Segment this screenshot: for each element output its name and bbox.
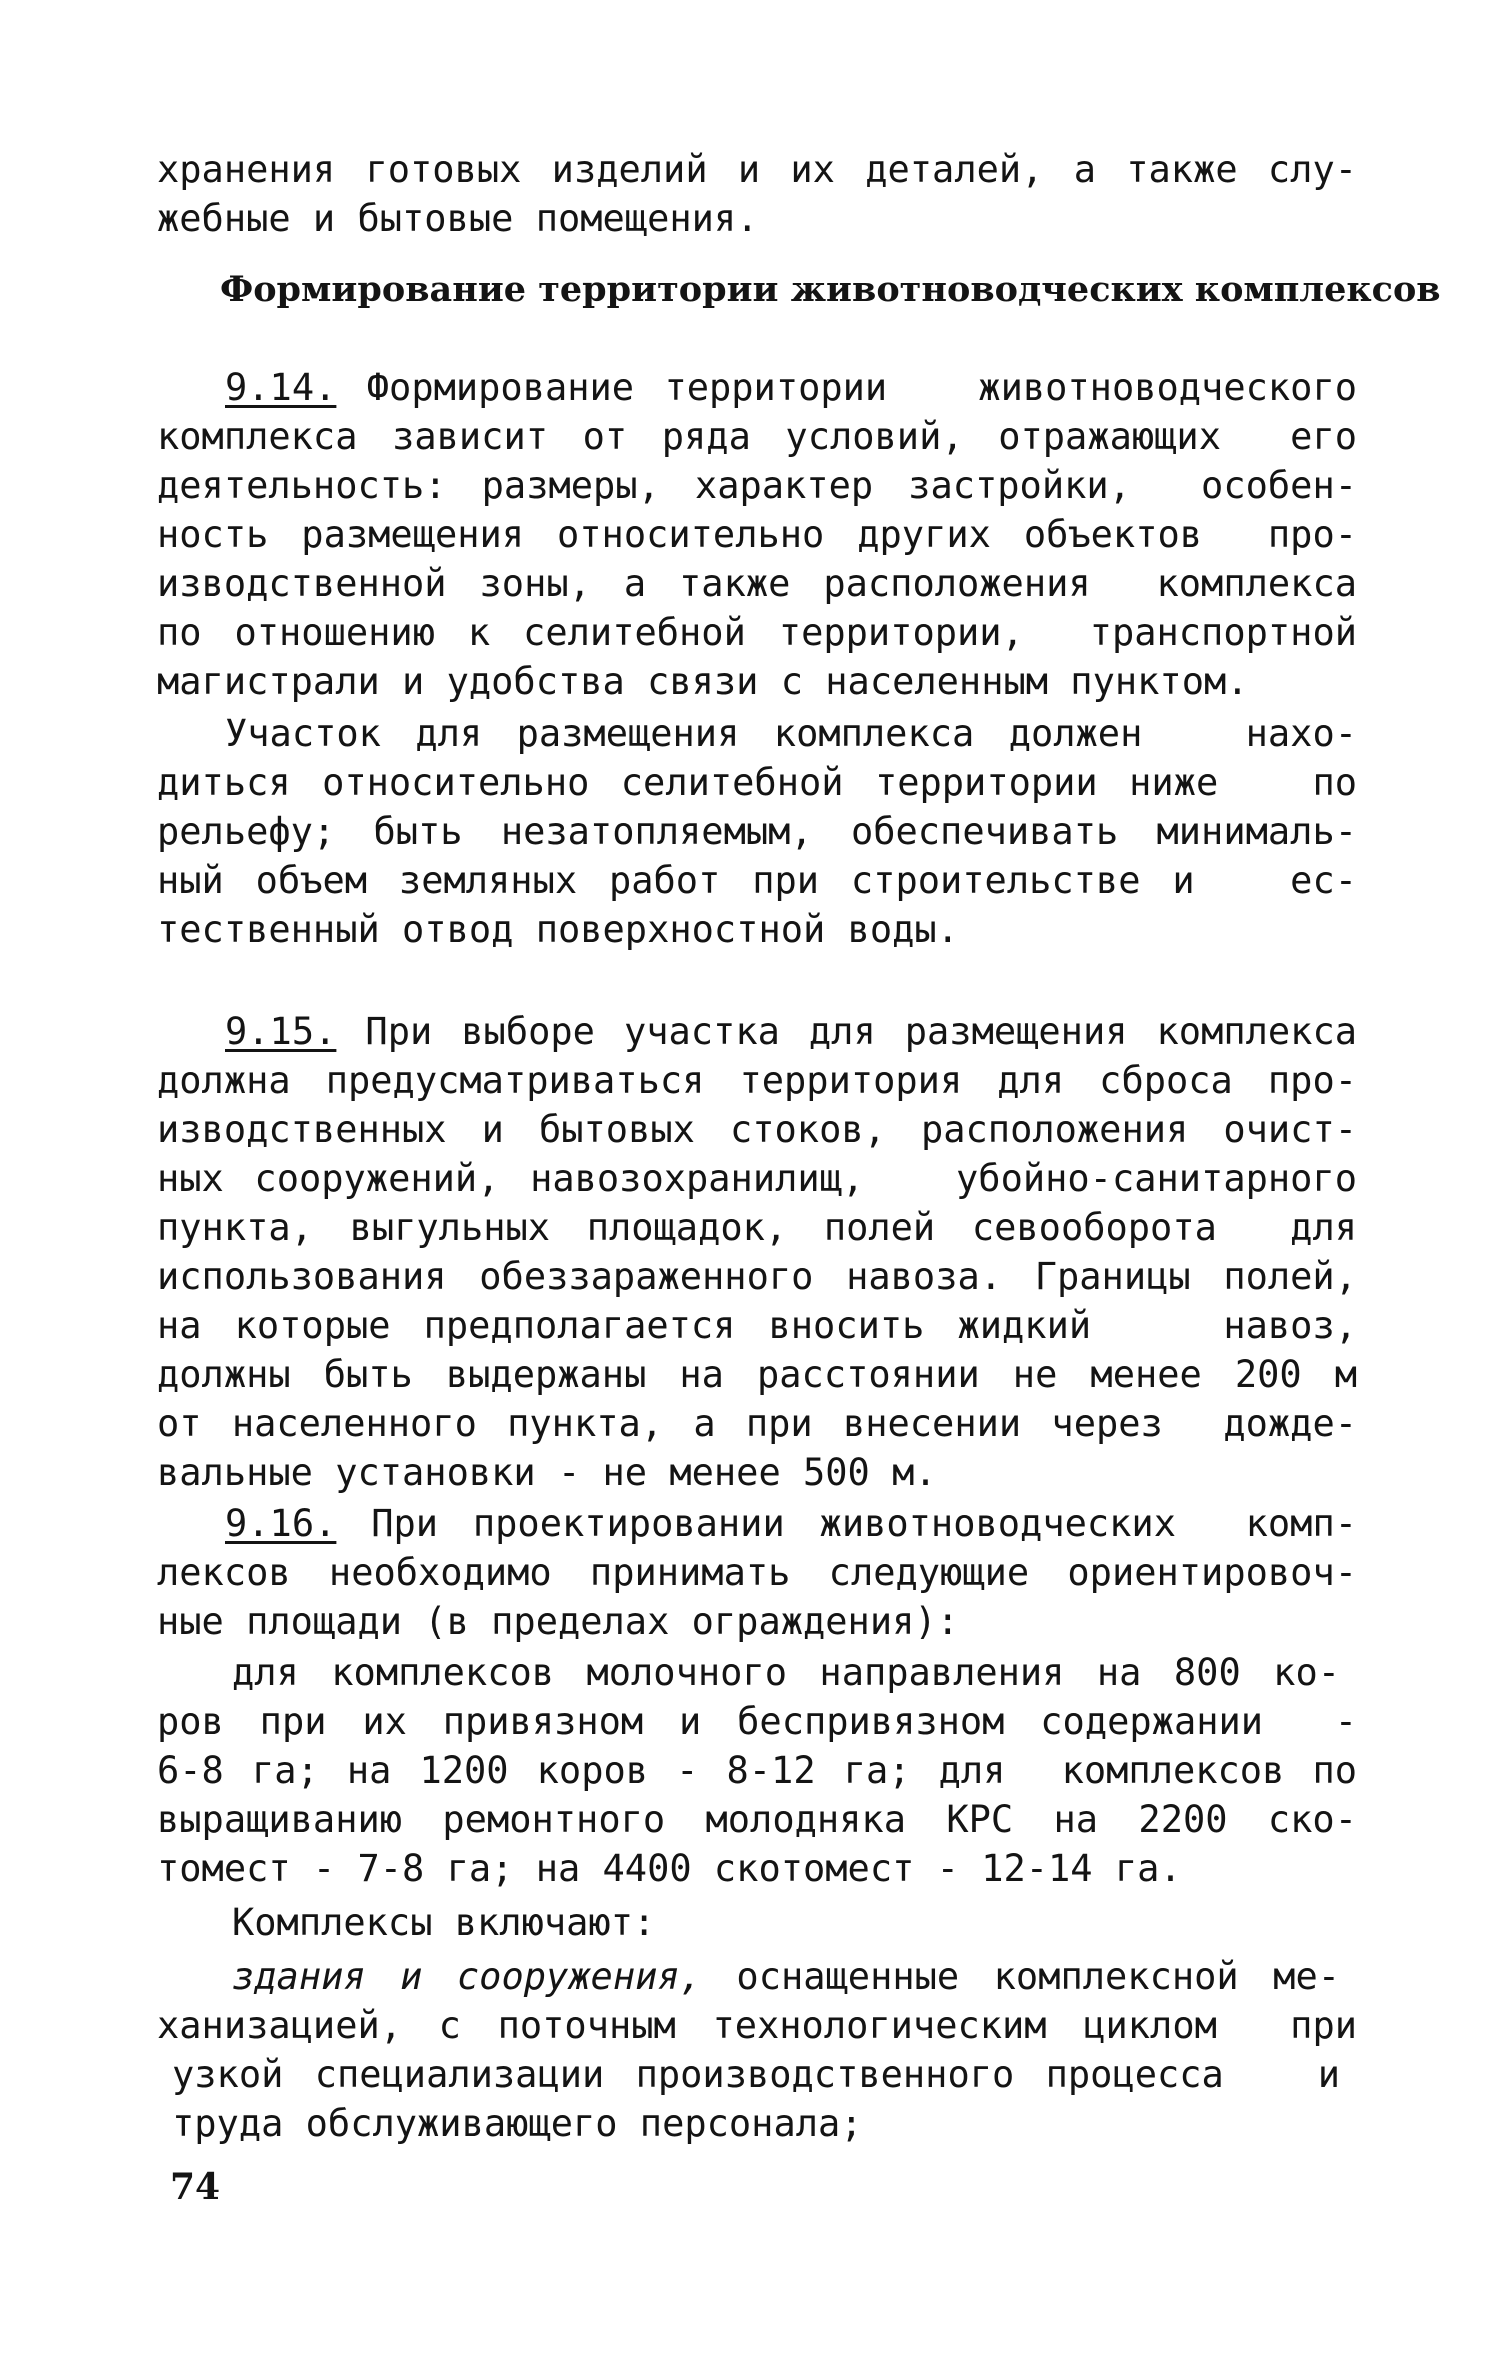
text-line: использования обеззараженного навоза. Границы полей, xyxy=(157,1255,1357,1298)
text-line: выращиванию ремонтного молодняка КРС на 2200 ско- xyxy=(157,1798,1357,1841)
text-line: деятельность: размеры, характер застройки, особен- xyxy=(157,464,1357,507)
text-line: диться относительно селитебной территории ниже по xyxy=(157,761,1357,804)
text-line: вальные установки - не менее 500 м. xyxy=(157,1451,937,1494)
text-line: должны быть выдержаны на расстоянии не менее 200 м xyxy=(157,1353,1357,1396)
clause-number: 9.16. xyxy=(225,1502,337,1545)
text-line: лексов необходимо принимать следующие ориентировоч- xyxy=(157,1551,1357,1594)
paragraph-first-line: 9.14. Формирование территории животноводческого xyxy=(225,366,1357,409)
text-line: ные площади (в пределах ограждения): xyxy=(157,1600,959,1643)
section-heading: Формирование территории животноводческих комплексов xyxy=(220,269,1441,310)
text-line: томест - 7-8 га; на 4400 скотомест - 12-14 га. xyxy=(157,1847,1182,1890)
list-intro: Комплексы включают: xyxy=(232,1901,656,1944)
text-line: должна предусматриваться территория для сброса про- xyxy=(157,1059,1357,1102)
text-line: хранения готовых изделий и их деталей, а также слу- xyxy=(157,148,1357,191)
paragraph-first-line: 9.16. При проектировании животноводческих комп- xyxy=(225,1502,1357,1545)
text-line: тественный отвод поверхностной воды. xyxy=(157,908,959,951)
text-line: 6-8 га; на 1200 коров - 8-12 га; для комплексов по xyxy=(157,1749,1357,1792)
text-line: ность размещения относительно других объектов про- xyxy=(157,513,1357,556)
text-line: на которые предполагается вносить жидкий навоз, xyxy=(157,1304,1357,1347)
italic-lead: здания и сооружения, xyxy=(232,1955,702,1998)
text-line: пункта, выгульных площадок, полей севооборота для xyxy=(157,1206,1357,1249)
text-line: труда обслуживающего персонала; xyxy=(172,2102,863,2145)
text-line: ханизацией, с поточным технологическим циклом при xyxy=(157,2004,1357,2047)
clause-number: 9.15. xyxy=(225,1010,337,1053)
list-item-first-line: здания и сооружения, оснащенные комплексной ме- xyxy=(232,1955,1340,1998)
text-line: магистрали и удобства связи с населенным пунктом. xyxy=(157,660,1249,703)
text-line: узкой специализации производственного процесса и xyxy=(172,2053,1340,2096)
text-line: изводственных и бытовых стоков, расположения очист- xyxy=(157,1108,1357,1151)
page-number: 74 xyxy=(170,2166,221,2208)
text-line: ных сооружений, навозохранилищ, убойно-санитарного xyxy=(157,1157,1357,1200)
text-line: изводственной зоны, а также расположения комплекса xyxy=(157,562,1357,605)
list-line: для комплексов молочного направления на 800 ко- xyxy=(232,1651,1340,1694)
paragraph-first-line: Участок для размещения комплекса должен нахо- xyxy=(225,712,1357,755)
text-line: ный объем земляных работ при строительстве и ес- xyxy=(157,859,1357,902)
text-line: по отношению к селитебной территории, транспортной xyxy=(157,611,1357,654)
text-line: комплекса зависит от ряда условий, отражающих его xyxy=(157,415,1357,458)
text-line: ров при их привязном и беспривязном содержании - xyxy=(157,1700,1357,1743)
text-line: от населенного пункта, а при внесении через дожде- xyxy=(157,1402,1357,1445)
text-line: жебные и бытовые помещения. xyxy=(157,197,759,240)
paragraph-first-line: 9.15. При выборе участка для размещения комплекса xyxy=(225,1010,1357,1053)
clause-number: 9.14. xyxy=(225,366,337,409)
text-line: рельефу; быть незатопляемым, обеспечивать минималь- xyxy=(157,810,1357,853)
